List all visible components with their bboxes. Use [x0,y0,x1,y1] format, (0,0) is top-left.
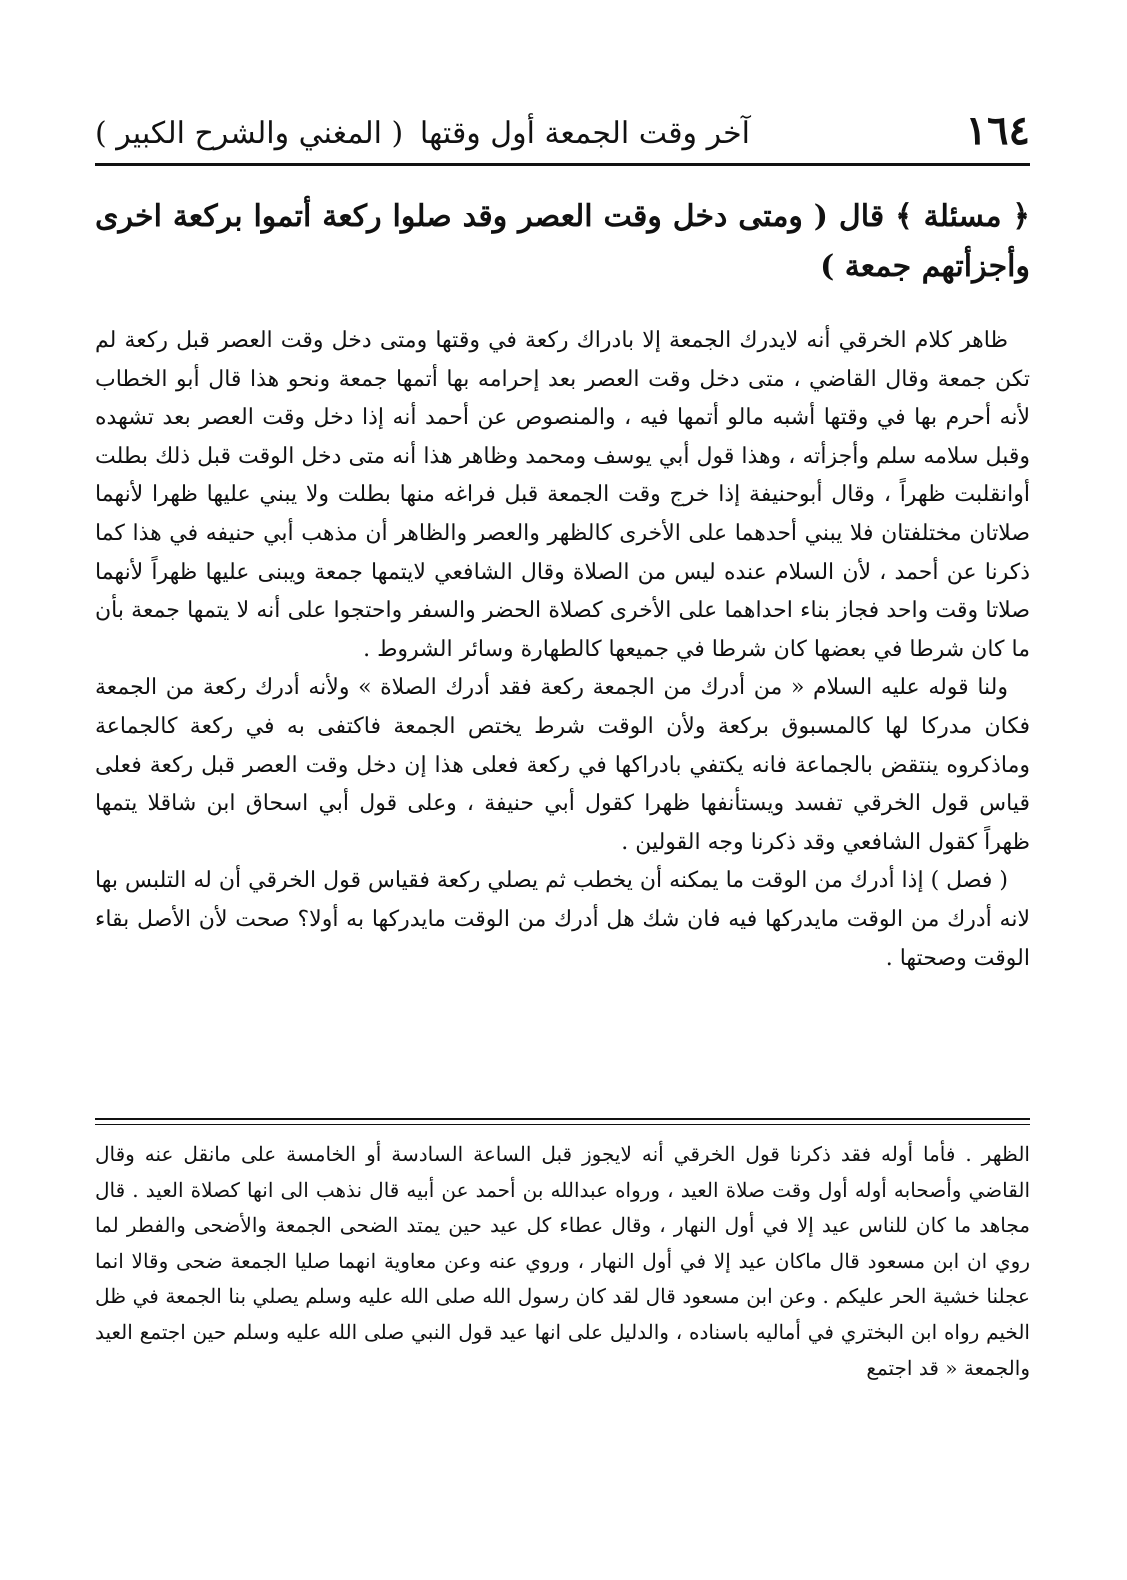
header-rule [95,163,1030,166]
issue-heading [95,192,1030,292]
page-header [95,108,1030,158]
footnote-rule [95,1118,1030,1120]
paragraph: ظاهر كلام الخرقي أنه لايدرك الجمعة إلا بادراك ركعة في وقتها ومتى دخل وقت العصر قبل ركعة لم تكن جمعة وقال القاضي ، متى دخل وقت العصر بعد إحرامه بها أتمها جمعة ونحو هذا قال أبو الخطاب لأنه أحرم بها في وقتها أشبه مالو أتمها فيه ، والمنصوص عن أحمد أنه إذا دخل وقت العصر بعد تشهده وقبل سلامه سلم وأجزأته ، وهذا قول أبي يوسف ومحمد وظاهر هذا أنه متى دخل الوقت قبل ذلك بطلت أوانقلبت ظهراً ، وقال أبوحنيفة إذا خرج وقت الجمعة قبل فراغه منها بطلت ولا يبني عليها ظهرا لأنهما صلاتان مختلفتان فلا يبني أحدهما على الأخرى كالظهر والعصر والظاهر أن مذهب أبي حنيفه في هذا كما ذكرنا عن أحمد ، لأن السلام عنده ليس من الصلاة وقال الشافعي لايتمها جمعة ويبنى عليها ظهراً لأنهما صلاتا وقت واحد فجاز بناء احداهما على الأخرى كصلاة الحضر والسفر واحتجوا على أنه لا يتمها جمعة بأن ما كان شرطا في بعضها كان شرطا في جميعها كالطهارة وسائر الشروط . [95,328,1030,662]
running-title: آخر وقت الجمعة أول وقتها [419,116,750,151]
issue-label: ﴿ مسئلة ﴾ [895,199,1031,234]
paragraph: ولنا قوله عليه السلام « من أدرك من الجمعة ركعة فقد أدرك الصلاة » ولأنه أدرك ركعة من الجمعة فكان مدركا لها كالمسبوق بركعة ولأن الوقت شرط يختص الجمعة فاكتفى به في ركعة كالجماعة وماذكروه ينتقض بالجماعة فانه يكتفي بادراكها في ركعة فعلى هذا إن دخل وقت العصر قبل ركعة فعلى قياس قول الخرقي تفسد ويستأنفها ظهرا كقول أبي حنيفة ، وعلى قول أبي اسحاق ابن شاقلا يتمها ظهراً كقول الشافعي وقد ذكرنا وجه القولين . [95,675,1030,855]
footnote-paragraph: الظهر . فأما أوله فقد ذكرنا قول الخرقي أنه لايجوز قبل الساعة السادسة أو الخامسة على مانقل عنه وقال القاضي وأصحابه أوله أول وقت صلاة العيد ، ورواه عبدالله بن أحمد عن أبيه قال نذهب الى انها كصلاة العيد . قال مجاهد ما كان للناس عيد إلا في أول النهار ، وقال عطاء كل عيد حين يمتد الضحى الجمعة والأضحى والفطر لما روي ان ابن مسعود قال ماكان عيد إلا في أول النهار ، وروي عنه وعن معاوية انهما صليا الجمعة ضحى وقالا انما عجلنا خشية الحر عليكم . وعن ابن مسعود قال لقد كان رسول الله صلى الله عليه وسلم يصلي بنا الجمعة في ظل الخيم رواه ابن البختري في أماليه باسناده ، والدليل على انها عيد قول النبي صلى الله عليه وسلم حين اجتمع العيد والجمعة « قد اجتمع [95,1142,1030,1380]
main-text [95,322,1030,978]
footnote-text [95,1137,1030,1386]
footnote-rule-thin [95,1124,1030,1125]
book-title: ( المغني والشرح الكبير ) [95,116,404,151]
issue-text: قال ( ومتى دخل وقت العصر وقد صلوا ركعة أتموا بركعة اخرى وأجزأتهم جمعة ) [95,199,1030,284]
page-number: ١٦٤ [965,107,1030,154]
paragraph: ( فصل ) إذا أدرك من الوقت ما يمكنه أن يخطب ثم يصلي ركعة فقياس قول الخرقي أن له التلبس بها لانه أدرك من الوقت مايدركها فيه فان شك هل أدرك من الوقت مايدركها به أولا؟ صحت لأن الأصل بقاء الوقت وصحتها . [95,868,1030,971]
